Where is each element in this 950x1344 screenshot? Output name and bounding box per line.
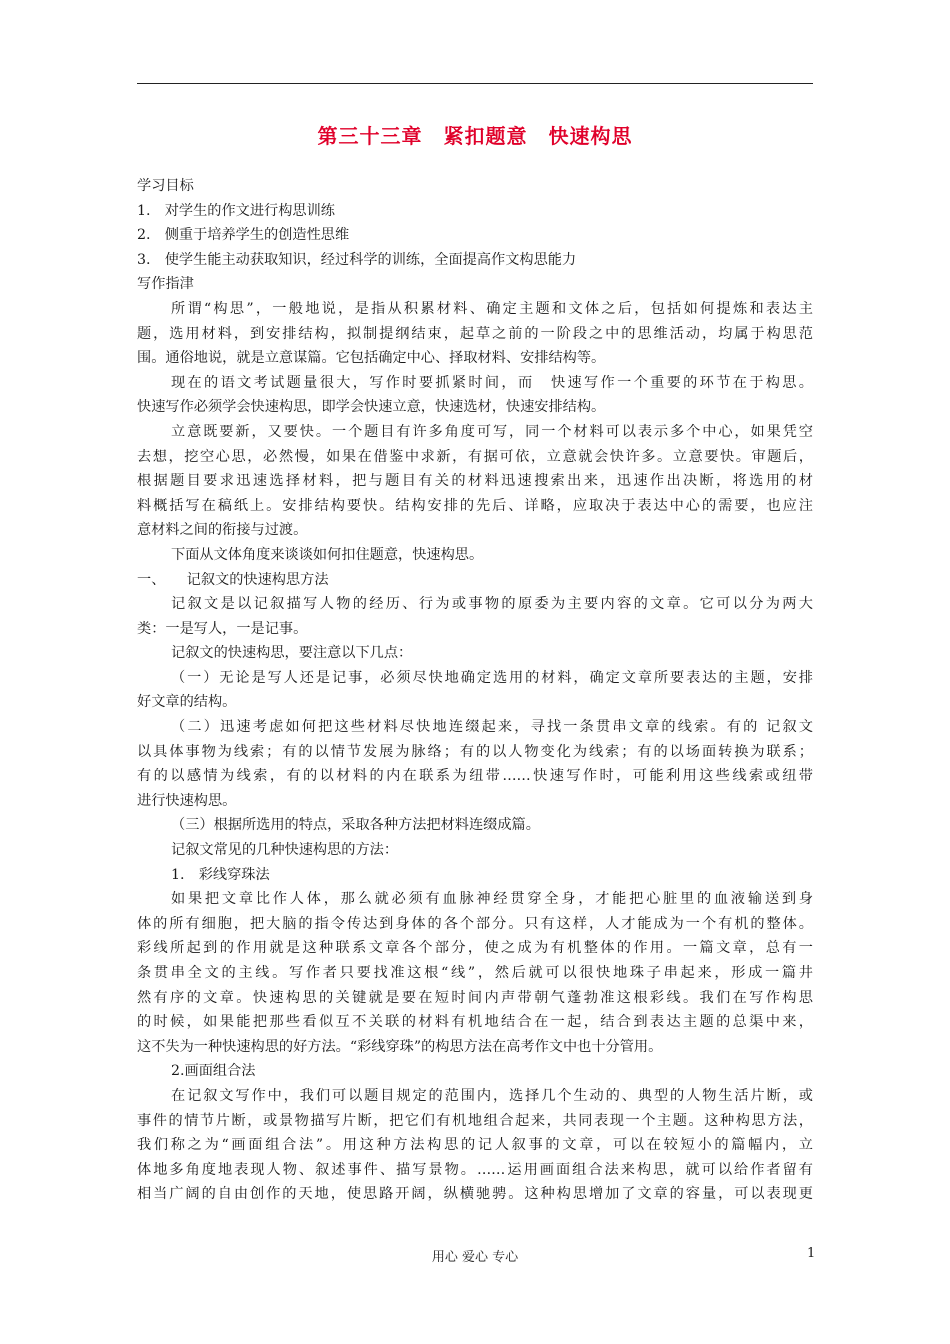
paragraph-line: 去想，挖空心思，必然慢，如果在借鉴中求新，有据可依，立意就会快许多。立意要快。审题后，: [137, 448, 813, 465]
paragraph-line: 如果把文章比作人体，那么就必须有血脉神经贯穿全身，才能把心脏里的血液输送到身: [171, 891, 813, 908]
paragraph-line: 意材料之间的衔接与过渡。: [137, 522, 308, 539]
paragraph-line: 有的以感情为线索，有的以材料的内在联系为纽带……快速写作时，可能利用这些线索或纽带: [137, 768, 813, 785]
paragraph-line: 这不失为一种快速构思的好方法。“彩线穿珠”的构思方法在高考作文中也十分管用。: [137, 1038, 663, 1055]
paragraph-line: 然有序的文章。快速构思的关键就是要在短时间内声带朝气蓬勃准这根彩线。我们在写作构思: [137, 989, 813, 1006]
paragraph-line: 进行快速构思。: [137, 792, 237, 809]
header-rule: [137, 83, 813, 84]
paragraph-line: 相当广阔的自由创作的天地，使思路开阔，纵横驰骋。这种构思增加了文章的容量，可以表现更: [137, 1186, 813, 1203]
paragraph-line: 记叙文常见的几种快速构思的方法：: [171, 842, 399, 859]
paragraph-line: 快速写作必须学会快速构思，即学会快速立意，快速选材，快速安排结构。: [137, 399, 606, 416]
paragraph-line: 立意既要新，又要快。一个题目有许多角度可写，同一个材料可以表示多个中心，如果凭空: [171, 423, 813, 440]
footer-slogan: 用心 爱心 专心: [431, 1250, 519, 1265]
paragraph-line: 彩线所起到的作用就是这种联系文章各个部分，使之成为有机整体的作用。一篇文章，总有一: [137, 940, 813, 957]
paragraph-line: 根据题目要求迅速选择材料，把与题目有关的材料迅速搜索出来，迅速作出决断，将选用的材: [137, 473, 813, 490]
body-text: [137, 174, 813, 1207]
paragraph-line: 我们称之为“画面组合法”。用这种方法构思的记人叙事的文章，可以在较短小的篇幅内，立: [137, 1137, 813, 1154]
paragraph-line: 事件的情节片断，或景物描写片断，把它们有机地组合起来，共同表现一个主题。这种构思方法，: [137, 1112, 813, 1129]
list-item-goal-1: 1. 对学生的作文进行构思训练: [137, 202, 335, 219]
paragraph-line: 的时候，如果能把那些看似互不关联的材料有机地结合在一起，结合到表达主题的总渠中来，: [137, 1014, 813, 1031]
paragraph-line: 体地多角度地表现人物、叙述事件、描写景物。……运用画面组合法来构思，就可以给作者留有: [137, 1161, 813, 1178]
paragraph-line: 以具体事物为线索；有的以情节发展为脉络；有的以人物变化为线索；有的以场面转换为联系；: [137, 743, 813, 760]
paragraph-line: 围。通俗地说，就是立意谋篇。它包括确定中心、择取材料、安排结构等。: [137, 350, 606, 367]
chapter-title: 第三十三章 紧扣题意 快速构思: [317, 124, 633, 148]
paragraph-line: 记叙文是以记叙描写人物的经历、行为或事物的原委为主要内容的文章。它可以分为两大: [171, 596, 813, 613]
paragraph-line: 下面从文体角度来谈谈如何扣住题意，快速构思。: [171, 546, 484, 563]
paragraph-line: 记叙文的快速构思，要注意以下几点：: [171, 645, 413, 662]
section-heading-narrative: 一、 记叙文的快速构思方法: [137, 571, 329, 588]
paragraph-line: 料概括写在稿纸上。安排结构要快。结构安排的先后、详略，应取决于表达中心的需要，也应注: [137, 497, 813, 514]
subsection-heading-method-1: 1. 彩线穿珠法: [171, 866, 270, 883]
section-heading-writing-guide: 写作指津: [137, 276, 194, 293]
list-item-goal-3: 3. 使学生能主动获取知识，经过科学的训练，全面提高作文构思能力: [137, 251, 577, 268]
paragraph-line: 现在的语文考试题量很大，写作时要抓紧时间，而 快速写作一个重要的环节在于构思。: [171, 374, 813, 391]
paragraph-line: （二）迅速考虑如何把这些材料尽快地连缀起来，寻找一条贯串文章的线索。有的 记叙文: [171, 719, 813, 736]
section-heading-learning-goals: 学习目标: [137, 178, 194, 194]
paragraph-line: 在记叙文写作中，我们可以题目规定的范围内，选择几个生动的、典型的人物生活片断，或: [171, 1087, 813, 1104]
paragraph-line: （一）无论是写人还是记事，必须尽快地确定选用的材料，确定文章所要表达的主题，安排: [171, 669, 813, 686]
list-item-goal-2: 2. 侧重于培养学生的创造性思维: [137, 227, 350, 244]
paragraph-line: 体的所有细胞，把大脑的指令传达到身体的各个部分。只有这样，人才能成为一个有机的整体。: [137, 915, 813, 932]
paragraph-line: 题，选用材料，到安排结构，拟制提纲结束，起草之前的一阶段之中的思维活动，均属于构思范: [137, 325, 813, 342]
paragraph-line: 好文章的结构。: [137, 694, 237, 711]
subsection-heading-method-2: 2.画面组合法: [171, 1063, 256, 1080]
page-number: 1: [807, 1246, 816, 1261]
paragraph-line: 条贯串全文的主线。写作者只要找准这根“线”，然后就可以很快地珠子串起来，形成一篇井: [137, 965, 813, 981]
paragraph-line: （三）根据所选用的特点，采取各种方法把材料连缀成篇。: [171, 817, 540, 834]
paragraph-line: 所谓“构思”，一般地说，是指从积累材料、确定主题和文体之后，包括如何提炼和表达主: [171, 300, 813, 317]
paragraph-line: 类：一是写人，一是记事。: [137, 620, 308, 637]
